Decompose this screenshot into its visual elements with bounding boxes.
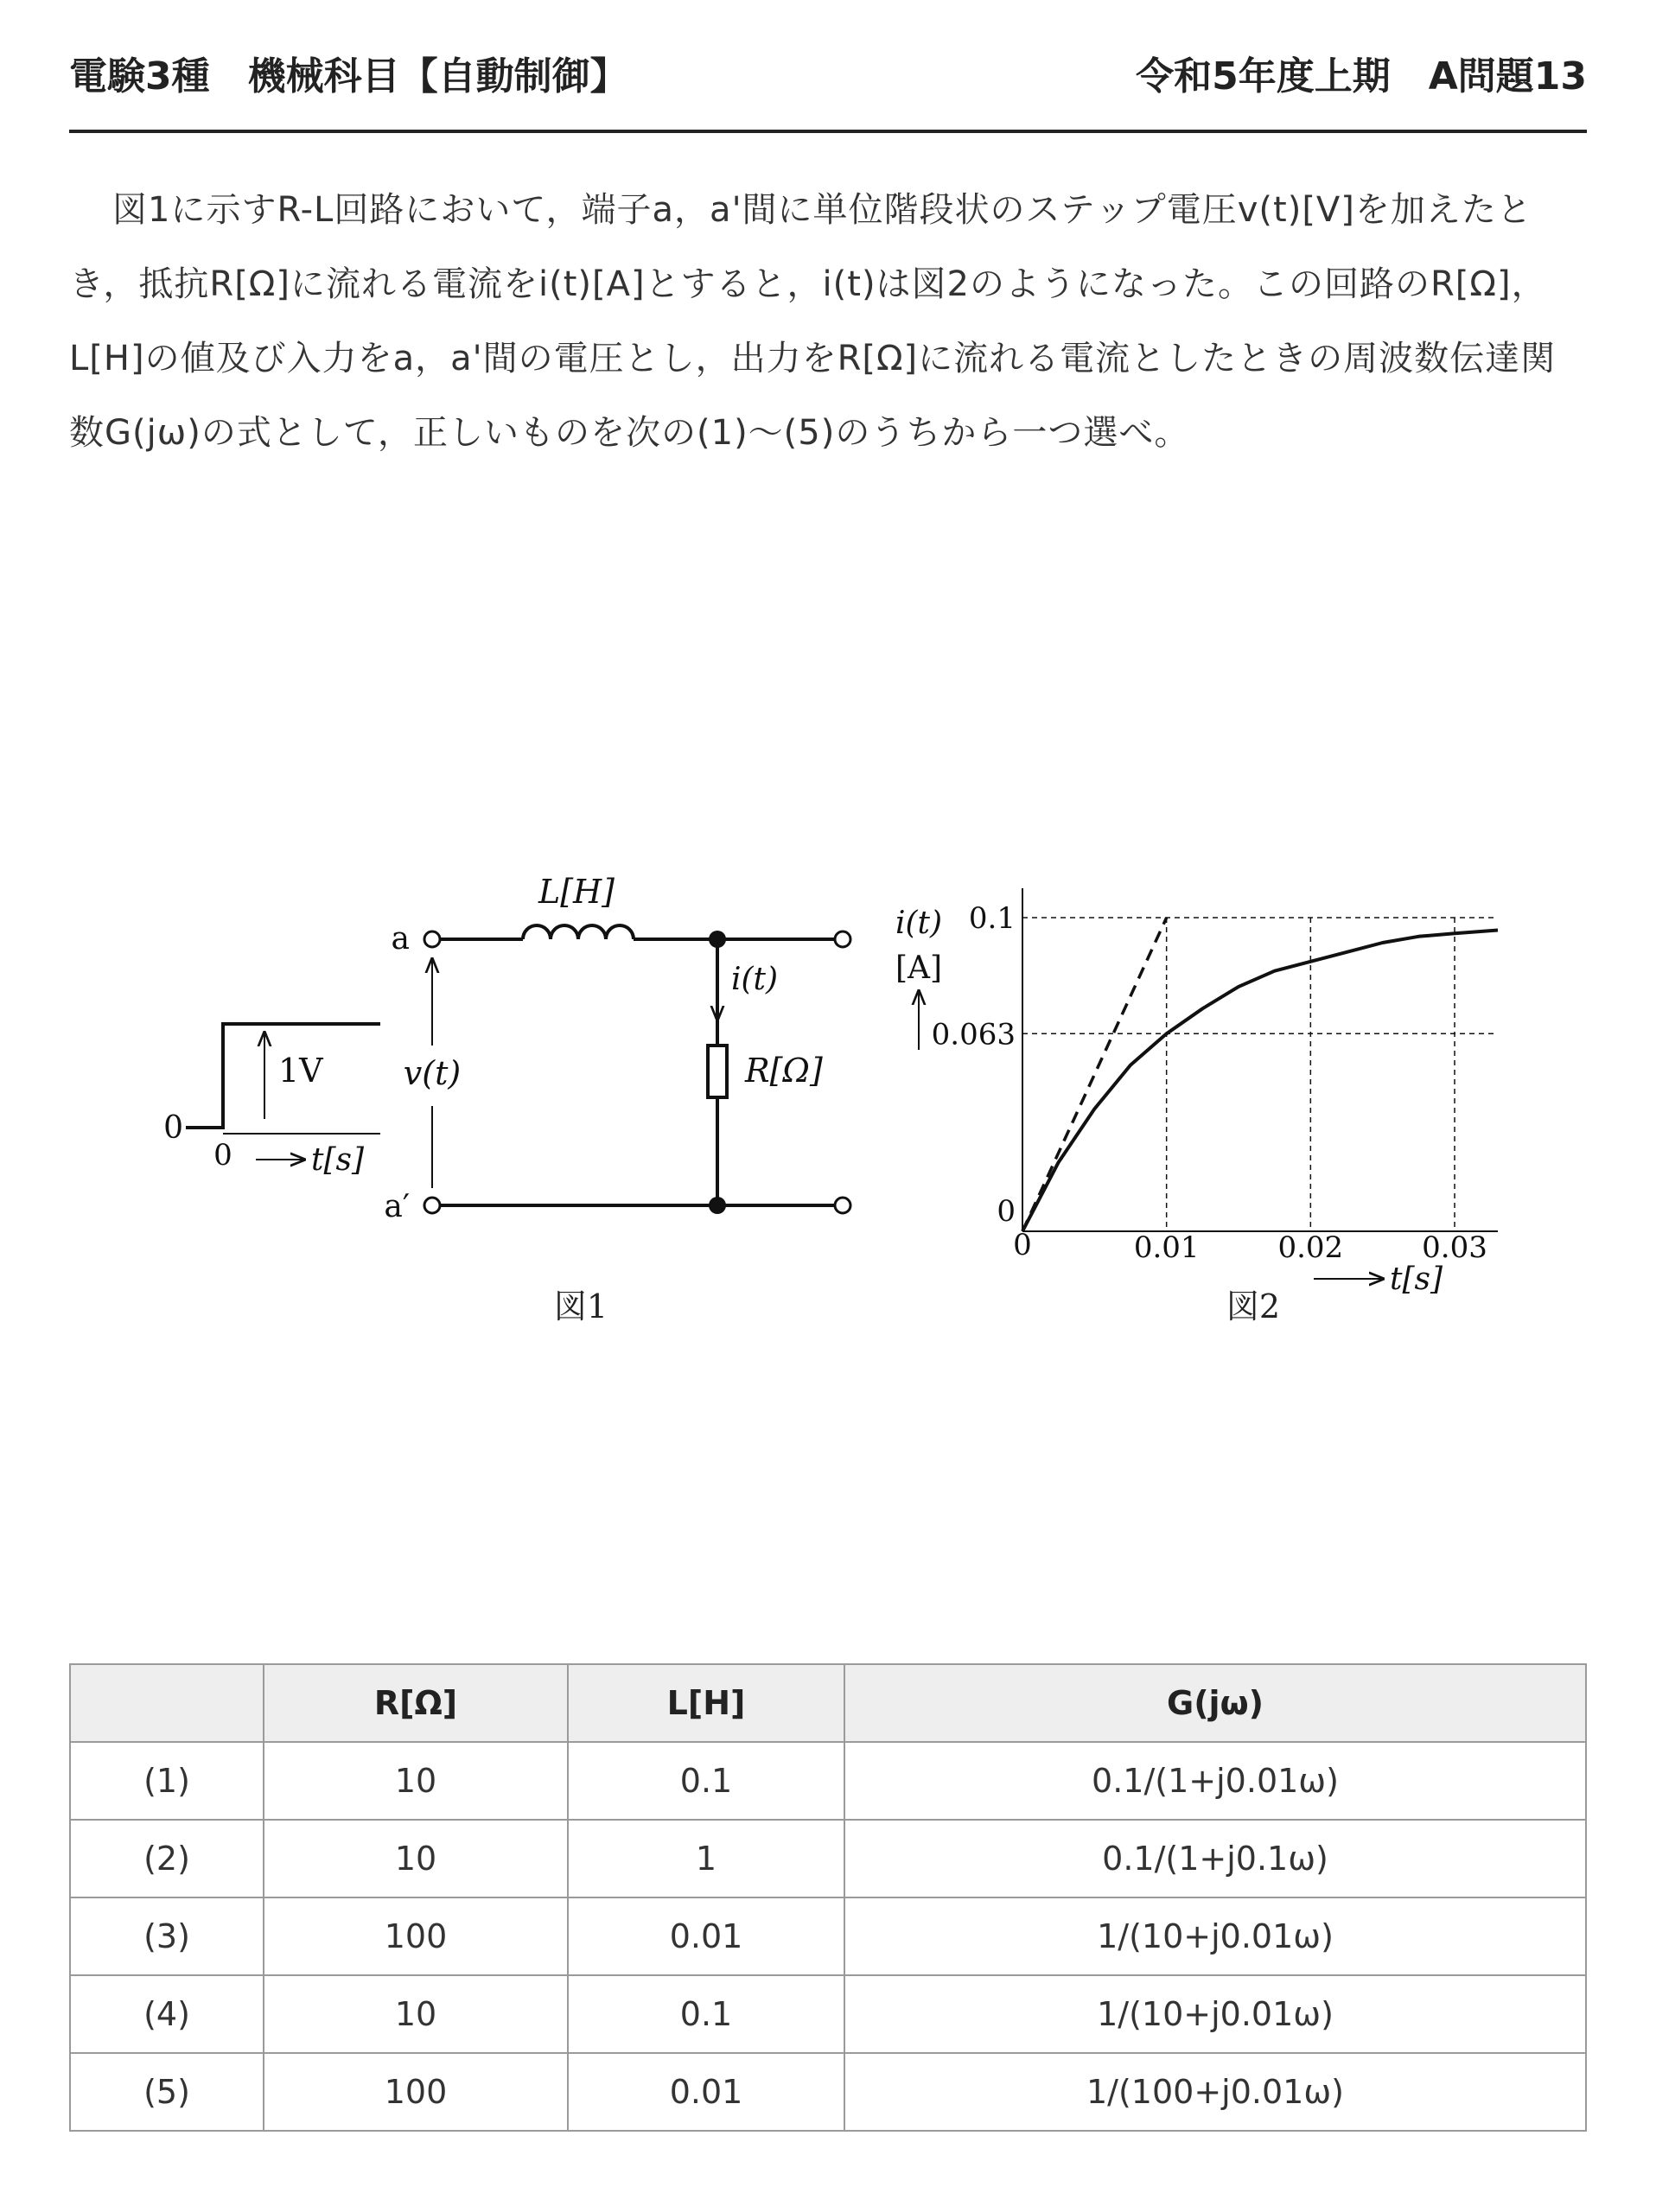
terminal-a-prime: [424, 1198, 440, 1213]
chart-y-tick-label: 0.063: [931, 1017, 1016, 1052]
chart-tangent-line: [1022, 918, 1167, 1231]
figures-svg: [0, 847, 1656, 1348]
choices-table: [69, 1663, 1587, 2132]
chart-y-tick-label: 0.1: [968, 901, 1016, 936]
chart-x-tick-label: 0.01: [1133, 1230, 1200, 1265]
terminal-a: [424, 931, 440, 947]
choice-number: (5): [70, 2053, 264, 2131]
table-header-row: [70, 1664, 1586, 1742]
chart-x-label: t[s]: [1390, 1262, 1443, 1297]
chart-origin-y: 0: [997, 1194, 1016, 1229]
resistor-body: [708, 1046, 727, 1097]
table-row: [70, 1897, 1586, 1975]
choice-r-value: 10: [264, 1820, 568, 1897]
choice-g-expression: 0.1/(1+j0.1ω): [844, 1820, 1586, 1897]
choice-l-value: 1: [568, 1820, 844, 1897]
step-time-label: t[s]: [311, 1142, 365, 1178]
node-bottom: [709, 1197, 726, 1214]
table-row: [70, 2053, 1586, 2131]
choice-l-value: 0.1: [568, 1742, 844, 1820]
figure2-caption: 図2: [1226, 1287, 1281, 1325]
table-row: [70, 1820, 1586, 1897]
choice-number: (4): [70, 1975, 264, 2053]
choice-r-value: 100: [264, 1897, 568, 1975]
choice-g-expression: 1/(10+j0.01ω): [844, 1975, 1586, 2053]
step-waveform: [163, 1024, 380, 1178]
header-cell-number: [70, 1664, 264, 1742]
chart-x-tick-label: 0.03: [1422, 1230, 1487, 1265]
choice-g-expression: 1/(100+j0.01ω): [844, 2053, 1586, 2131]
header-cell-l: L[H]: [568, 1664, 844, 1742]
voltage-label: v(t): [403, 1054, 462, 1092]
terminal-a-label: a: [391, 921, 410, 957]
terminal-a-prime-label: a′: [384, 1189, 410, 1224]
problem-paragraph: 図1に示すR-L回路において，端子a，a'間に単位階段状のステップ電圧v(t)[V]を加えたとき，抵抗R[Ω]に流れる電流をi(t)[A]とすると，i(t)は図2のようになった。この回路のR[Ω]，L[H]の値及び入力をa，a'間の電圧とし，出力をR[Ω]に流れる電流としたときの周波数伝達関数G(jω)の式として，正しいものを次の(1)～(5)のうちから一つ選べ。: [69, 190, 1557, 453]
chart-reference-lines: [1022, 918, 1498, 1231]
header-cell-g: G(jω): [844, 1664, 1586, 1742]
response-chart: [895, 888, 1498, 1297]
chart-response-curve: [1022, 931, 1498, 1232]
resistor-label: R[Ω]: [745, 1052, 823, 1090]
current-label: i(t): [731, 962, 779, 997]
chart-origin-x: 0: [1013, 1228, 1032, 1262]
node-top: [709, 931, 726, 948]
table-row: [70, 1975, 1586, 2053]
step-zero-axis: 0: [213, 1138, 232, 1173]
figure1-caption: 図1: [553, 1287, 608, 1325]
choice-number: (3): [70, 1897, 264, 1975]
choice-l-value: 0.1: [568, 1975, 844, 2053]
choice-g-expression: 1/(10+j0.01ω): [844, 1897, 1586, 1975]
output-terminal-bottom: [835, 1198, 850, 1213]
choice-r-value: 10: [264, 1742, 568, 1820]
choice-l-value: 0.01: [568, 1897, 844, 1975]
header-subject: 電験3種 機械科目【自動制御】: [69, 54, 628, 99]
choice-number: (2): [70, 1820, 264, 1897]
header-exam-id: 令和5年度上期 A問題13: [1136, 54, 1587, 99]
problem-statement: [69, 173, 1587, 470]
chart-y-unit: [A]: [895, 950, 943, 986]
inductor-coil: [523, 925, 634, 939]
header-cell-r: R[Ω]: [264, 1664, 568, 1742]
choice-r-value: 100: [264, 2053, 568, 2131]
step-amplitude-label: 1V: [278, 1052, 323, 1090]
output-terminal-top: [835, 931, 850, 947]
rl-circuit: [384, 873, 850, 1224]
chart-x-tick-label: 0.02: [1277, 1230, 1344, 1265]
choice-l-value: 0.01: [568, 2053, 844, 2131]
step-zero-left: 0: [163, 1110, 183, 1146]
table-row: [70, 1742, 1586, 1820]
chart-y-label: i(t): [895, 906, 943, 941]
header-divider: [69, 130, 1587, 133]
chart-series-group: [1022, 918, 1498, 1231]
inductor-label: L[H]: [538, 873, 615, 911]
choice-g-expression: 0.1/(1+j0.01ω): [844, 1742, 1586, 1820]
choice-r-value: 10: [264, 1975, 568, 2053]
figures-area: [0, 847, 1656, 1348]
choice-number: (1): [70, 1742, 264, 1820]
